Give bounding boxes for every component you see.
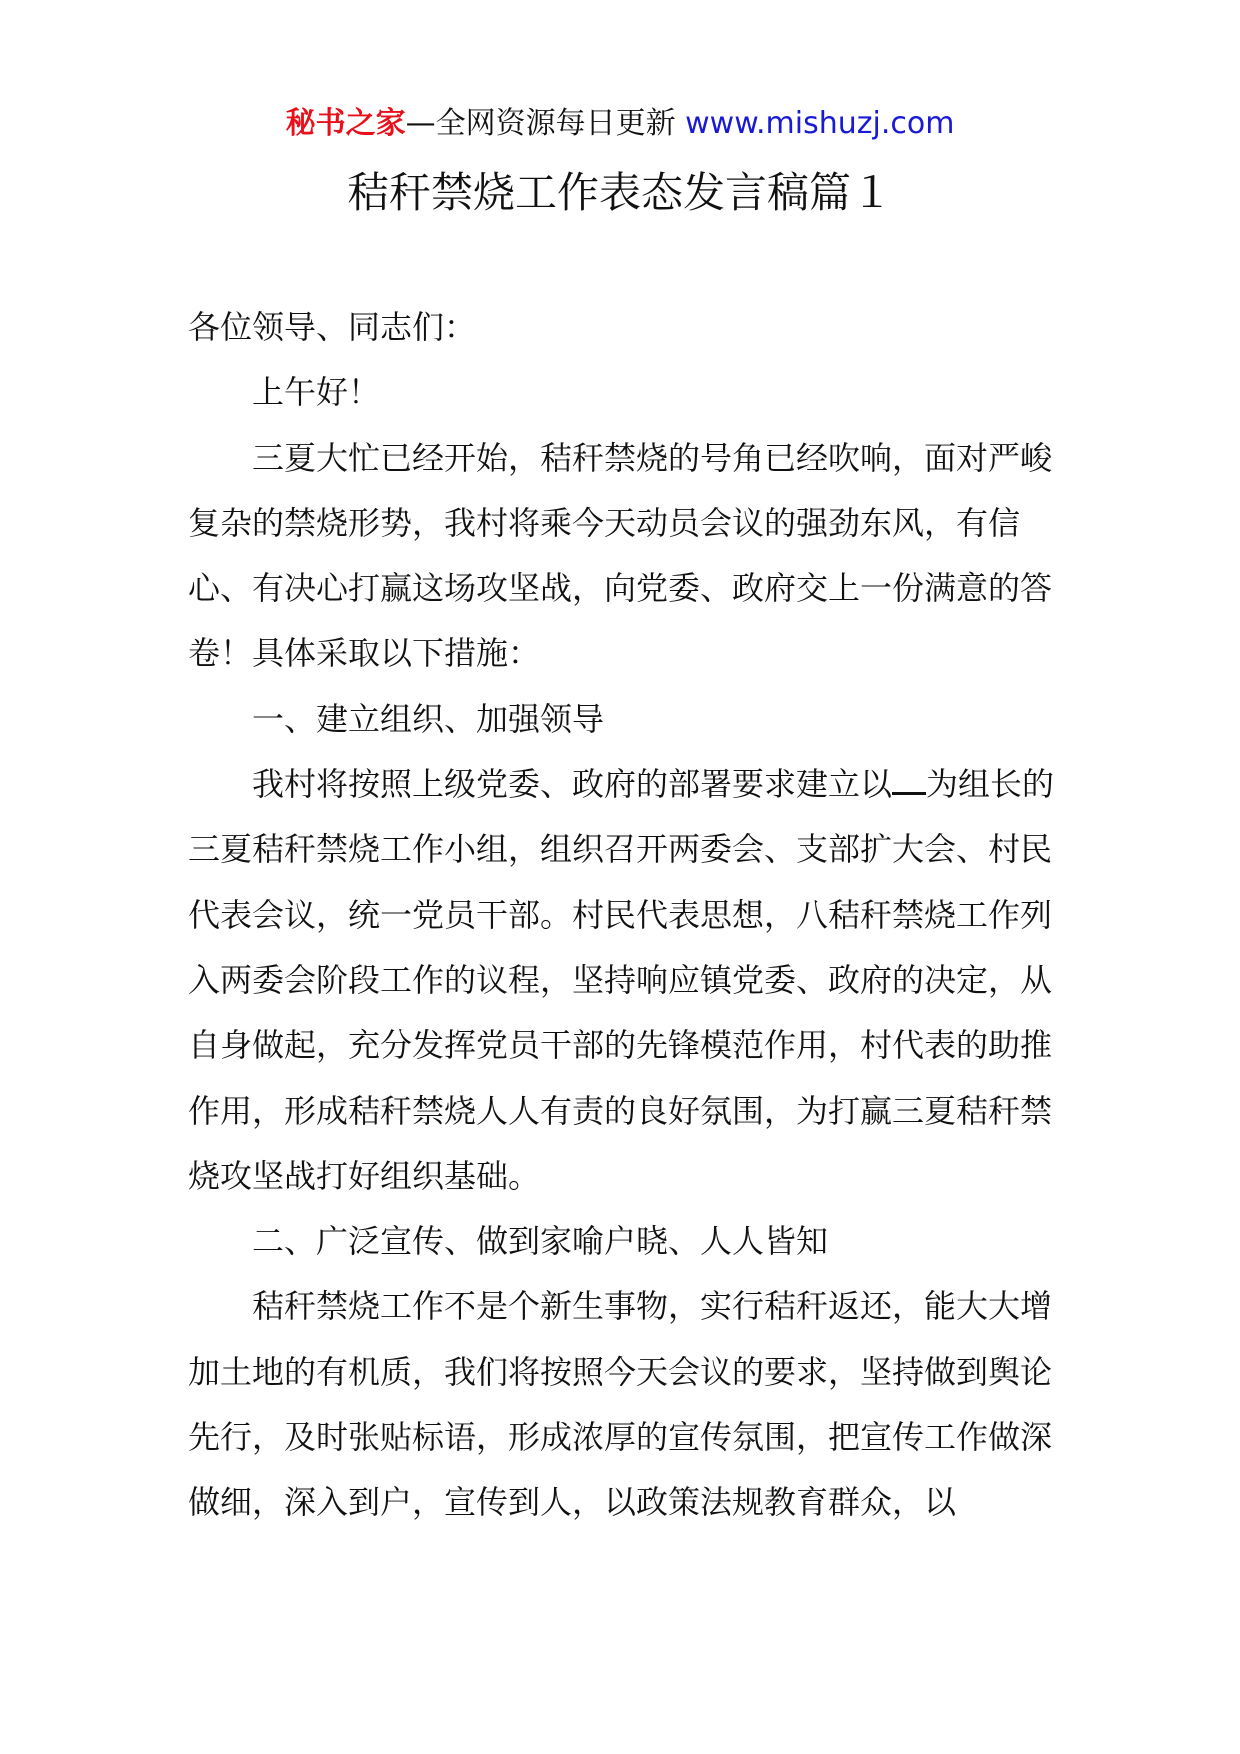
salutation: 各位领导、同志们：	[188, 308, 477, 346]
site-url-link[interactable]: www.mishuzj.com	[685, 106, 955, 141]
document-body	[188, 295, 1058, 1536]
paragraph-organization-rest: 为组长的三夏秸秆禁烧工作小组，组织召开两委会、支部扩大会、村民代表会议，统一党员干部。村民代表思想，八秸秆禁烧工作列入两委会阶段工作的议程，坚持响应镇党委、政府的决定，从自身做起，充分发挥党员干部的先锋模范作用，村代表的助推作用，形成秸秆禁烧人人有责的良好氛围，为打赢三夏秸秆禁烧攻坚战打好组织基础。	[188, 765, 1055, 1195]
banner-tagline: —全网资源每日更新	[405, 106, 686, 141]
brand-name: 秘书之家	[285, 106, 406, 141]
paragraph-intro: 三夏大忙已经开始，秸秆禁烧的号角已经吹响，面对严峻复杂的禁烧形势，我村将乘今天动员会议的强劲东风，有信心、有决心打赢这场攻坚战，向党委、政府交上一份满意的答卷！具体采取以下措施：	[188, 438, 1053, 673]
greeting: 上午好！	[252, 373, 381, 412]
document-title: 秸秆禁烧工作表态发言稿篇１	[346, 168, 893, 217]
paragraph-organization	[188, 752, 1058, 1209]
section-heading-1: 一、建立组织、加强领导	[252, 699, 605, 738]
paragraph-organization-start: 我村将按照上级党委、政府的部署要求建立以	[252, 765, 893, 804]
section-heading-2: 二、广泛宣传、做到家喻户晓、人人皆知	[252, 1222, 829, 1261]
paragraph-publicity: 秸秆禁烧工作不是个新生事物，实行秸秆返还，能大大增加土地的有机质，我们将按照今天会议的要求，坚持做到舆论先行，及时张贴标语，形成浓厚的宣传氛围，把宣传工作做深做细，深入到户，宣传到人，以政策法规教育群众，以	[188, 1287, 1053, 1522]
site-banner	[0, 104, 1240, 144]
fill-in-blank	[892, 764, 926, 795]
